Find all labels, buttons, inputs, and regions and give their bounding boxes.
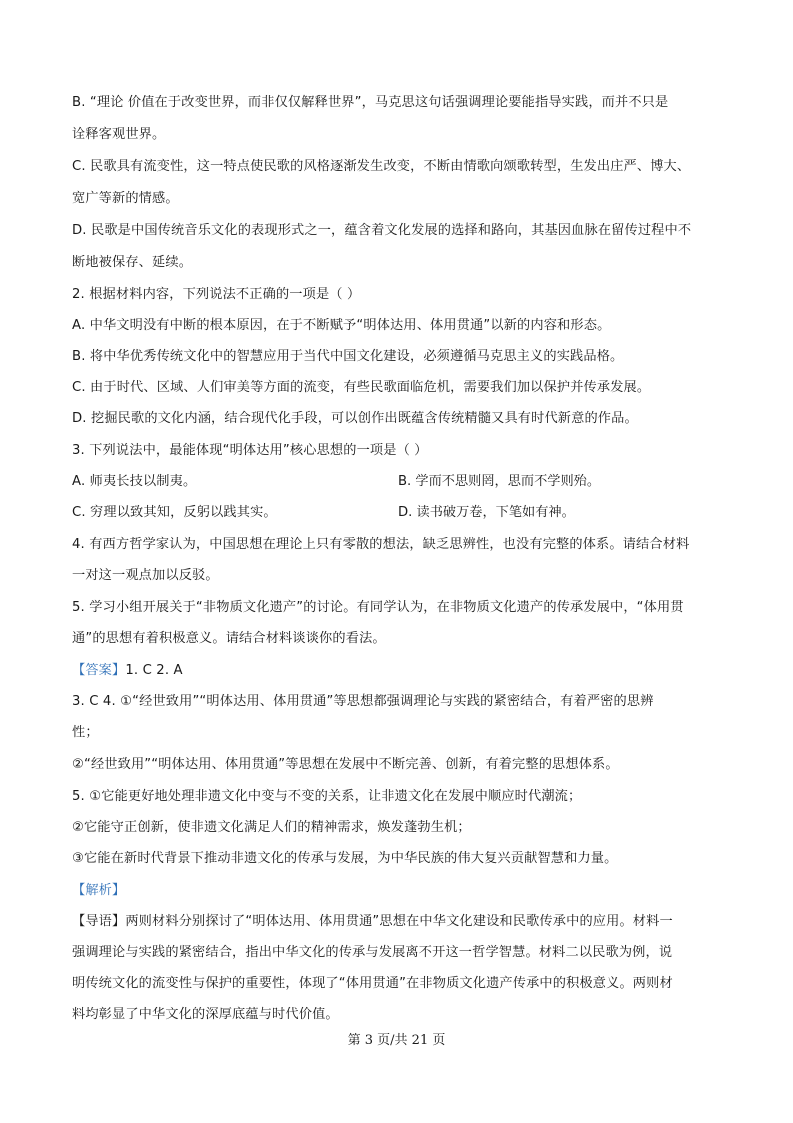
answer-4-line-2: 性； xyxy=(72,725,99,740)
answer-line xyxy=(72,661,722,681)
answer-4-point-2: ②“经世致用”“明体达用、体用贯通”等思想在发展中不断完善、创新，有着完整的思想体系。 xyxy=(72,757,619,772)
question-5-line-2: 通”的思想有着积极意义。请结合材料谈谈你的看法。 xyxy=(72,631,386,646)
option-d-line-2: 断地被保存、延续。 xyxy=(72,255,193,270)
q3-option-d: D. 读书破万卷，下笔如有神。 xyxy=(398,505,575,520)
analysis-line-3: 明传统文化的流变性与保护的重要性，体现了“体用贯通”在非物质文化遗产传承中的积极意义。两则材 xyxy=(72,976,673,991)
analysis-line-4: 料均彰显了中华文化的深厚底蕴与时代价值。 xyxy=(72,1007,339,1022)
option-b-line-1: B. “理论 价值在于改变世界，而非仅仅解释世界”，马克思这句话强调理论要能指导实践，而并不只是 xyxy=(72,95,669,110)
option-c-line-1: C. 民歌具有流变性，这一特点使民歌的风格逐渐发生改变，不断由情歌向颂歌转型，生发出庄严、博大、 xyxy=(72,159,691,174)
answer-1-2: 1. C 2. A xyxy=(125,663,183,678)
q3-option-a: A. 师夷长技以制夷。 xyxy=(72,474,197,489)
answer-5-point-2: ②它能守正创新，使非遗文化满足人们的精神需求，焕发蓬勃生机； xyxy=(72,820,471,835)
answer-5-point-1: 5. ①它能更好地处理非遗文化中变与不变的关系，让非遗文化在发展中顺应时代潮流； xyxy=(72,789,582,804)
q2-option-b: B. 将中华优秀传统文化中的智慧应用于当代中国文化建设，必须遵循马克思主义的实践品格。 xyxy=(72,349,624,364)
q3-option-b: B. 学而不思则罔，思而不学则殆。 xyxy=(398,474,601,489)
question-4-line-1: 4. 有西方哲学家认为，中国思想在理论上只有零散的想法，缺乏思辨性，也没有完整的体系。请结合材料 xyxy=(72,537,690,552)
analysis-heading xyxy=(72,881,722,901)
question-2: 2. 根据材料内容，下列说法不正确的一项是（ ） xyxy=(72,287,361,302)
question-3: 3. 下列说法中，最能体现“明体达用”核心思想的一项是（ ） xyxy=(72,443,428,458)
q2-option-c: C. 由于时代、区域、人们审美等方面的流变，有些民歌面临危机，需要我们加以保护并传承发展。 xyxy=(72,380,651,395)
q2-option-a: A. 中华文明没有中断的根本原因，在于不断赋予“明体达用、体用贯通”以新的内容和形态。 xyxy=(72,318,611,333)
analysis-line-2: 强调理论与实践的紧密结合，指出中华文化的传承与发展离不开这一哲学智慧。材料二以民歌为例，说 xyxy=(72,945,673,960)
answer-3-4-line-1: 3. C 4. ①“经世致用”“明体达用、体用贯通”等思想都强调理论与实践的紧密结合，有着严密的思辨 xyxy=(72,694,654,709)
option-c-line-2: 宽广等新的情感。 xyxy=(72,191,179,206)
option-b-line-2: 诠释客观世界。 xyxy=(72,127,166,142)
q3-option-c: C. 穷理以致其知，反躬以践其实。 xyxy=(72,505,277,520)
question-4-line-2: 一对这一观点加以反驳。 xyxy=(72,568,219,583)
q2-option-d: D. 挖掘民歌的文化内涵，结合现代化手段，可以创作出既蕴含传统精髓又具有时代新意的作品。 xyxy=(72,411,638,426)
answer-tag: 【答案】 xyxy=(72,663,126,678)
analysis-tag: 【解析】 xyxy=(72,883,126,898)
answer-5-point-3: ③它能在新时代背景下推动非遗文化的传承与发展，为中华民族的伟大复兴贡献智慧和力量。 xyxy=(72,851,618,866)
question-5-line-1: 5. 学习小组开展关于“非物质文化遗产”的讨论。有同学认为，在非物质文化遗产的传承发展中，“体用贯 xyxy=(72,600,684,615)
analysis-line-1: 【导语】两则材料分别探讨了“明体达用、体用贯通”思想在中华文化建设和民歌传承中的应用。材料一 xyxy=(72,914,673,929)
option-d-line-1: D. 民歌是中国传统音乐文化的表现形式之一，蕴含着文化发展的选择和路向，其基因血脉在留传过程中不 xyxy=(72,223,692,238)
page-number-footer: 第 3 页/共 21 页 xyxy=(347,1033,446,1048)
